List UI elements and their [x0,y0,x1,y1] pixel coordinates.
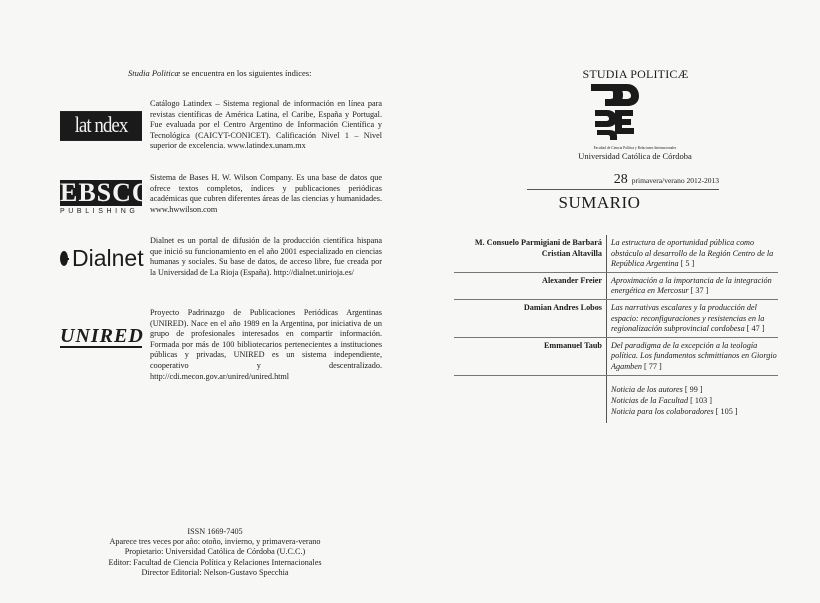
contents-heading: SUMARIO [558,193,641,212]
toc-extra-page: [ 103 ] [690,395,712,405]
toc-article-title: Aproximación a la importancia de la integración energética en Mercosur [611,275,772,296]
toc-extra-page: [ 105 ] [715,406,738,416]
unired-logo [60,326,142,348]
ebsco-logo-sub: PUBLISHING [60,208,139,215]
toc-article-title: Las narrativas escalares y la producción del espacio: reconfiguraciones y resistencias en la regionalización subprovincial cordobesa [611,302,765,334]
footer-issn: ISSN 1669-7405 [187,527,243,536]
footer-editor: Editor: Facultad de Ciencia Política y Relaciones Internacionales [108,557,322,567]
footer-frequency: Aparece tres veces por año: otoño, invierno, y primavera-verano [109,537,321,547]
toc-author: Damian Andres Lobos [523,302,602,312]
university-name: Universidad Católica de Córdoba [578,151,692,161]
toc-entry [454,273,778,300]
latindex-description: Catálogo Latindex – Sistema regional de información en línea para revistas científicas de América Latina, el Caribe, España y Portugal. Fue evaluada por el Centro Argentino de Información Científica y Tecnológica (CAICYT-CONICET). Calificación Nivel 1 – Nivel superior de excelencia. www.latindex.unam.mx [150,99,382,151]
footer-owner: Propietario: Universidad Católica de Córdoba (U.C.C.) [124,547,306,557]
toc-extra-page: [ 99 ] [684,384,703,394]
intro-journal: Studia Politicæ [128,68,181,78]
toc-author: Emmanuel Taub [543,340,602,350]
footer-director: Director Editorial: Nelson-Gustavo Specchia [141,567,289,577]
toc-article[interactable] [606,300,778,337]
ebsco-logo-text: EBSCO [60,178,154,207]
toc-page: [ 37 ] [690,286,709,296]
intro-rest: se encuentra en los siguientes índices: [180,68,312,78]
latindex-logo [60,113,142,139]
journal-title: STUDIA POLITICÆ [582,67,689,81]
indexes-intro [128,68,311,78]
toc-author: M. Consuelo Parmigiani de Barbará Cristian Altavilla [474,238,602,258]
toc-article-title: Del paradigma de la excepción a la teología política. Los fundamentos schmittianos en Giorgio Agamben [611,340,777,371]
toc-article[interactable] [606,273,778,299]
ebsco-description: Sistema de Bases H. W. Wilson Company. Es una base de datos que ofrece textos completos, índices y publicaciones periódicas académicas que cubren diferentes áreas de las ciencias y humanidades. www.hwwilson.com [150,173,382,214]
toc-entry [454,300,778,338]
toc-extra-title: Noticia para los colaboradores [611,406,714,416]
toc-page: [ 5 ] [680,259,695,269]
toc-article[interactable] [606,338,778,375]
issue-dates: primavera/verano 2012-2013 [631,176,719,185]
toc-extra-title: Noticia de los autores [611,384,683,394]
university-emblem-icon [585,82,641,140]
table-of-contents [454,235,778,423]
dialnet-ring-icon [60,251,68,266]
toc-page: [ 77 ] [643,361,662,371]
issue-info [527,172,719,190]
publication-footer [108,527,322,578]
dialnet-logo-text: Dialnet [72,245,144,271]
toc-extra-item[interactable] [606,406,778,423]
toc-entry [454,235,778,273]
toc-extra-title: Noticias de la Facultad [611,395,689,405]
issue-number: 28 [613,172,628,187]
latindex-logo-text: lat ndex [60,111,142,141]
toc-extra-item[interactable] [606,376,778,395]
unired-logo-text: UNIRED [60,325,144,347]
ebsco-logo [60,178,154,215]
toc-author: Alexander Freier [542,275,602,285]
toc-entry [454,338,778,376]
faculty-name: Facultad de Ciencia Política y Relaciones Internacionales [593,146,677,150]
unired-description: Proyecto Padrinazgo de Publicaciones Periódicas Argentinas (UNIRED). Nace en el año 1989 en la Argentina, por iniciativa de un grupo de profesionales interesados en compartir información. Formada por más de 100 bibliotecarios pertenecientes a instituciones públicas y privadas, UNIRED es un sistema independiente, cooperativo y descentralizado. http://cdi.mecon.gov.ar/unired/unired.html [150,308,382,381]
toc-extra-item[interactable] [606,395,778,406]
toc-article[interactable] [606,235,778,272]
dialnet-description: Dialnet es un portal de difusión de la producción científica hispana que inició su funcionamiento en el año 2001 especializado en ciencias humanas y sociales. Su base de datos, de acceso libre, fue creada por la Universidad de La Rioja (España). http://dialnet.unirioja.es/ [150,236,382,277]
toc-article-title: La estructura de oportunidad pública como obstáculo al desarrollo de la Región Centro de la República Argentina [611,238,774,269]
toc-page: [ 47 ] [746,324,765,334]
dialnet-logo [60,245,142,272]
